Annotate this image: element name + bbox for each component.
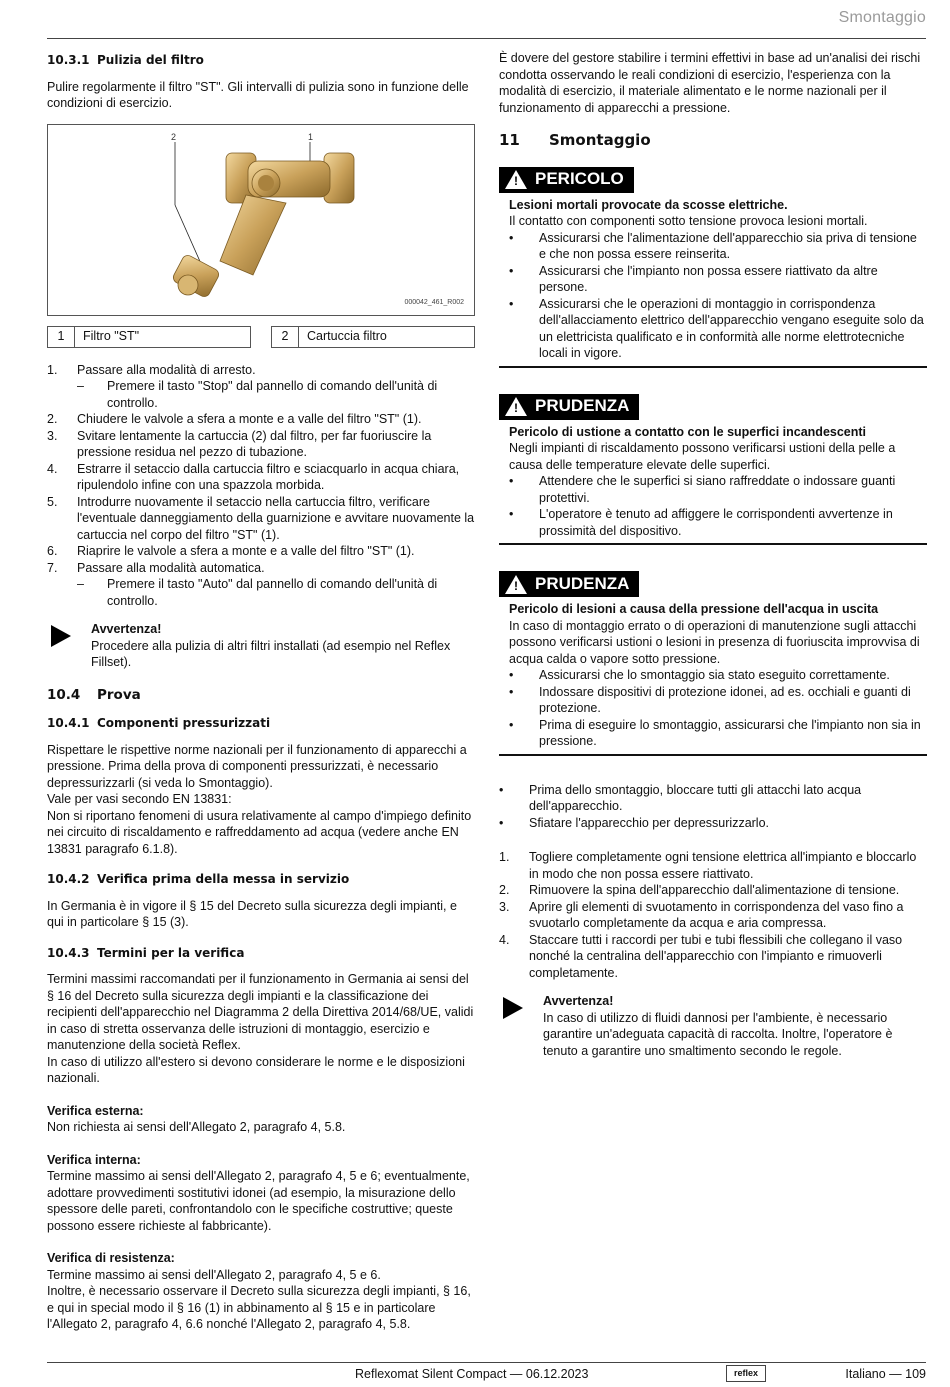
- paragraph: In caso di utilizzo all'estero si devono considerare le norme e le disposizioni nazionali.: [47, 1054, 465, 1085]
- pre-disassembly-bullets: [499, 782, 927, 832]
- list-item: • Assicurarsi che l'alimentazione dell'apparecchio sia priva di tensione e che non possa essere reinserita.: [509, 230, 917, 261]
- warning-badge: ! PRUDENZA: [499, 394, 639, 420]
- warning-title: Lesioni mortali provocate da scosse elettriche.: [509, 197, 788, 212]
- right-column: [499, 50, 927, 1075]
- list-item: • L'operatore è tenuto ad affiggere le corrispondenti avvertenze in prossimità del dispositivo.: [509, 507, 893, 538]
- warning-text: Il contatto con componenti sotto tensione provoca lesioni mortali.: [509, 214, 868, 228]
- list-item: • Assicurarsi che lo smontaggio sia stato eseguito correttamente.: [509, 668, 890, 682]
- list-item: 6. Riaprire le valvole a sfera a monte e a valle del filtro "ST" (1).: [47, 544, 415, 558]
- list-item: 4. Estrarre il setaccio dalla cartuccia filtro e sciacquarlo in acqua chiara, ripulendolo infine con una spazzola morbida.: [47, 461, 460, 492]
- list-item: 2. Rimuovere la spina dell'apparecchio dall'alimentazione di tensione.: [499, 883, 900, 897]
- warning-title: Pericolo di lesioni a causa della pressione dell'acqua in uscita: [509, 602, 879, 616]
- note-arrow-icon: [503, 997, 523, 1019]
- footer-document: Reflexomat Silent Compact — 06.12.2023: [355, 1367, 589, 1381]
- footer-divider: [47, 1362, 926, 1363]
- paragraph: Non si riportano fenomeni di usura relativamente al campo d'impiego definito nei circuito di riscaldamento e raffreddamento ad acqua (vedere anche EN 13831 paragrafo 6.1.8).: [47, 808, 472, 856]
- header-divider: [47, 38, 926, 39]
- label-external-check: Verifica esterna:: [47, 1103, 144, 1118]
- list-item: • Assicurarsi che le operazioni di montaggio in corrispondenza dell'allacciamento elettrico dell'apparecchio vengano eseguite solo da un elettricista qualificato e in conformità alle norme elettrotecniche locali in vigore.: [509, 296, 924, 360]
- list-item: 1. Togliere completamente ogni tensione elettrica all'impianto e bloccarlo in modo che non possa essere riattivato.: [499, 850, 917, 881]
- section-heading-10-4-1: 10.4.1 Componenti pressurizzati: [47, 716, 271, 730]
- list-item: 3. Aprire gli elementi di svuotamento in corrispondenza del vaso fino a svuotarlo completamente da acqua e aria compressa.: [499, 899, 904, 930]
- paragraph: Vale per vasi secondo EN 13831:: [47, 792, 232, 806]
- list-item: 1. Passare alla modalità di arresto.: [47, 362, 256, 377]
- warning-triangle-icon: !: [505, 397, 527, 416]
- section-heading-10-4-2: 10.4.2 Verifica prima della messa in servizio: [47, 872, 350, 886]
- warning-badge: ! PRUDENZA: [499, 571, 639, 597]
- warning-text: In caso di montaggio errato o di operazioni di manutenzione sugli attacchi possono verificarsi ustioni o lesioni in presenza di fuoriuscita improvvisa di acqua calda o vapore sotto pressione.: [509, 618, 920, 666]
- note-box: [47, 621, 475, 671]
- warning-badge: ! PERICOLO: [499, 167, 634, 193]
- left-column: [47, 50, 475, 1341]
- callout-2: 2: [171, 131, 177, 142]
- paragraph: Rispettare le rispettive norme nazionali per il funzionamento di apparecchi a pressione. Prima della prova di componenti pressurizzati, è necessario depressurizzarli (si veda lo Smontaggio).: [47, 742, 467, 790]
- legend-item-2: 2 Cartuccia filtro: [271, 326, 475, 348]
- paragraph: Non richiesta ai sensi dell'Allegato 2, paragrafo 4, 5.8.: [47, 1120, 346, 1134]
- paragraph: Termini massimi raccomandati per il funzionamento in Germania ai sensi del § 16 del Decreto sulla sicurezza degli impianti e la classificazione dei recipienti dell'apparecchio nel Diagramma 2 della Direttiva 2014/68/UE, validi in caso di stretta osservanza delle istruzioni di montaggio, esercizio e manutenzione della società Reflex.: [47, 972, 474, 1052]
- footer-page-number: Italiano — 109: [845, 1367, 926, 1381]
- paragraph: Termine massimo ai sensi dell'Allegato 2, paragrafo 4, 5 e 6; eventualmente, adottare provvedimenti sostitutivi idonei (ad esempio, la misurazione dello spessore delle pareti, confrontandolo con le specifiche costruttive; queste possono essere richieste al fabbricante).: [47, 1169, 470, 1233]
- callout-1: 1: [308, 131, 314, 142]
- filter-figure: [47, 124, 475, 316]
- list-item: 7. Passare alla modalità automatica.: [47, 560, 265, 575]
- filter-cleaning-steps: [47, 362, 475, 610]
- warning-title: Pericolo di ustione a contatto con le superfici incandescenti: [509, 424, 867, 439]
- section-heading-10-3-1: 10.3.1 Pulizia del filtro: [47, 53, 204, 67]
- note-title: Avvertenza!: [91, 622, 162, 636]
- list-item: • Attendere che le superfici si siano raffreddate o indossare guanti protettivi.: [509, 474, 896, 505]
- note-box: [499, 993, 927, 1059]
- label-strength-check: Verifica di resistenza:: [47, 1251, 175, 1265]
- warning-triangle-icon: !: [505, 575, 527, 594]
- list-item: – Premere il tasto "Auto" dal pannello di comando dell'unità di controllo.: [77, 577, 438, 608]
- list-item: 3. Svitare lentamente la cartuccia (2) dal filtro, per far fuoriuscire la pressione residua nel pezzo di tubazione.: [47, 428, 432, 459]
- warning-bullets: [509, 473, 927, 539]
- list-item: – Premere il tasto "Stop" dal pannello di comando dell'unità di controllo.: [77, 379, 438, 410]
- figure-legend: [47, 326, 475, 348]
- reflex-logo: reflex: [726, 1365, 766, 1382]
- paragraph: Inoltre, è necessario osservare il Decreto sulla sicurezza degli impianti, § 16, e qui in special modo il § 16 (1) in abbinamento al § 15 e in particolare l'Allegato 2, paragrafo 4, 6.6 nonché l'Allegato 2, paragrafo 4, 5.8.: [47, 1284, 471, 1331]
- note-arrow-icon: [51, 625, 71, 647]
- list-item: 2. Chiudere le valvole a sfera a monte e a valle del filtro "ST" (1).: [47, 412, 422, 426]
- warning-bullets: [509, 230, 927, 362]
- warning-box-caution-pressure: [499, 571, 927, 756]
- warning-bullets: [509, 667, 927, 750]
- warning-triangle-icon: !: [505, 170, 527, 189]
- label-internal-check: Verifica interna:: [47, 1152, 141, 1167]
- warning-box-danger: [499, 167, 927, 368]
- note-title: Avvertenza!: [543, 994, 614, 1008]
- list-item: • Prima di eseguire lo smontaggio, assicurarsi che l'impianto non sia in pressione.: [509, 717, 921, 748]
- paragraph: È dovere del gestore stabilire i termini effettivi in base ad un'analisi dei rischi condotta osservando le reali condizioni di esercizio, l'esperienza con la modalità di esercizio, il materiale alimentato e le norme nazionali per il funzionamento di apparecchi a pressione.: [499, 51, 921, 115]
- paragraph: In Germania è in vigore il § 15 del Decreto sulla sicurezza degli impianti, e qui in particolare § 15 (3).: [47, 898, 457, 929]
- section-heading-11: 11 Smontaggio: [499, 131, 651, 149]
- section-heading-10-4: 10.4 Prova: [47, 686, 141, 703]
- legend-item-1: 1 Filtro "ST": [47, 326, 251, 348]
- list-item: • Indossare dispositivi di protezione idonei, ad es. occhiali e guanti di protezione.: [509, 684, 911, 715]
- warning-text: Negli impianti di riscaldamento possono verificarsi ustioni della pelle a causa delle temperature elevate delle superfici.: [509, 441, 896, 472]
- filter-illustration: [48, 125, 474, 313]
- page-header-title: Smontaggio: [838, 9, 926, 26]
- note-text: Procedere alla pulizia di altri filtri installati (ad esempio nel Reflex Fillset).: [91, 638, 451, 669]
- disassembly-steps: [499, 849, 927, 981]
- note-text: In caso di utilizzo di fluidi dannosi per l'ambiente, è necessario garantire un'adeguata capacità di raccolta. Inoltre, l'operatore è tenuto a garantire uno smaltimento secondo le regole.: [543, 1010, 893, 1058]
- list-item: 5. Introdurre nuovamente il setaccio nella cartuccia filtro, verificare l'eventuale danneggiamento della guarnizione e avvitare nuovamente la cartuccia nel corpo del filtro "ST" (1).: [47, 494, 475, 542]
- list-item: • Prima dello smontaggio, bloccare tutti gli attacchi lato acqua dell'apparecchio.: [499, 782, 862, 813]
- paragraph: Termine massimo ai sensi dell'Allegato 2, paragrafo 4, 5 e 6.: [47, 1267, 381, 1282]
- figure-code: 000042_461_R002: [404, 299, 464, 306]
- list-item: • Assicurarsi che l'impianto non possa essere riattivato da altre persone.: [509, 263, 878, 294]
- section-heading-10-4-3: 10.4.3 Termini per la verifica: [47, 945, 245, 960]
- list-item: 4. Staccare tutti i raccordi per tubi e tubi flessibili che collegano il vaso nonché la centralina dell'apparecchio con l'impianto e rimuoverli completamente.: [499, 932, 903, 980]
- filter-intro-text: Pulire regolarmente il filtro "ST". Gli intervalli di pulizia sono in funzione delle condizioni di esercizio.: [47, 79, 469, 110]
- list-item: • Sfiatare l'apparecchio per depressurizzarlo.: [499, 815, 770, 830]
- warning-box-caution-burn: [499, 394, 927, 546]
